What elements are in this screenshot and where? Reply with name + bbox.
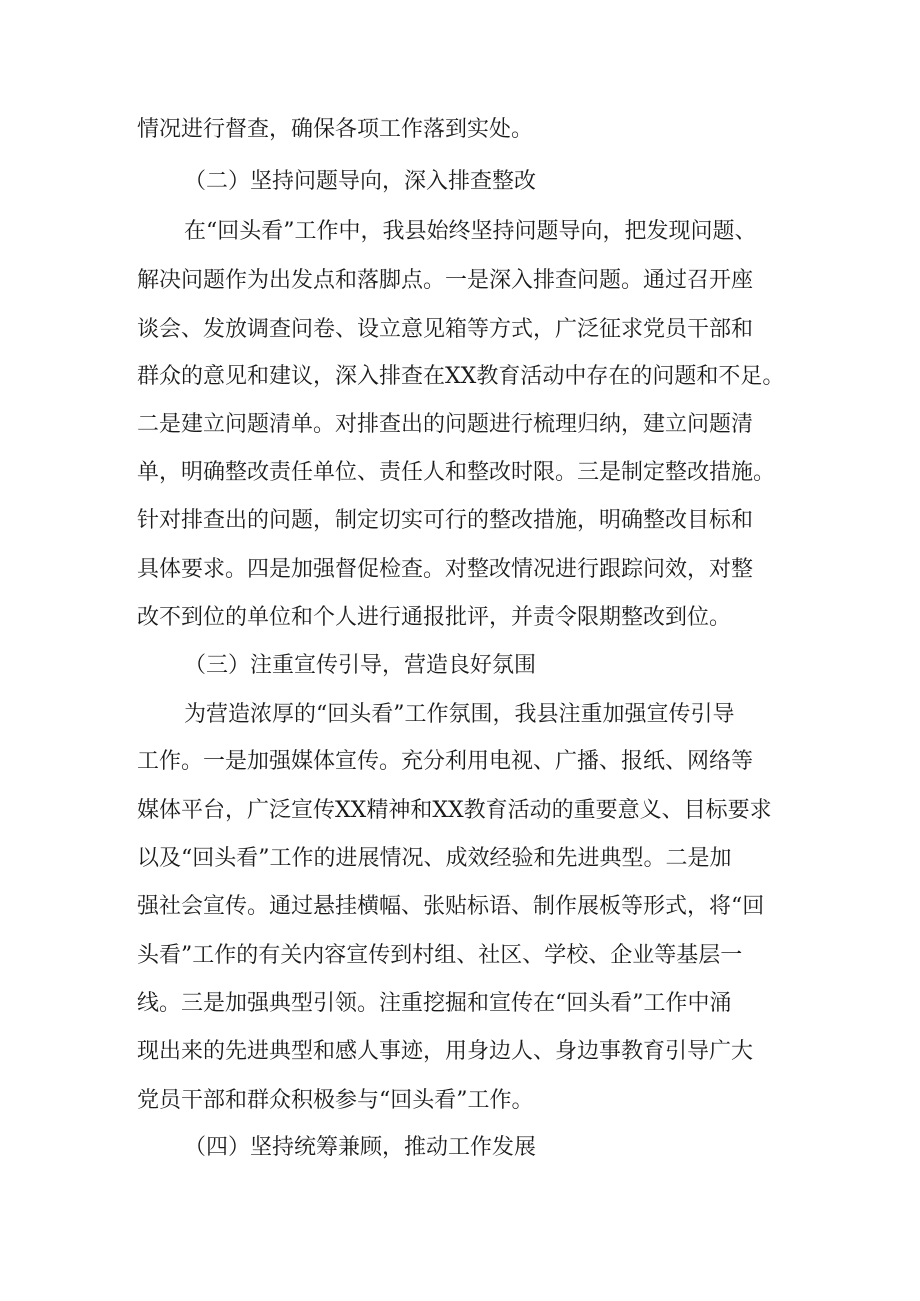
body-text-line: 工作。一是加强媒体宣传。充分利用电视、广播、报纸、网络等 xyxy=(137,749,754,774)
body-text-line: 头看”工作的有关内容宣传到村组、社区、学校、企业等基层一 xyxy=(137,943,743,968)
body-text-line: 强社会宣传。通过悬挂横幅、张贴标语、制作展板等形式，将“回 xyxy=(137,894,765,919)
body-text-line: 改不到位的单位和个人进行通报批评，并责令限期整改到位。 xyxy=(137,605,732,630)
body-text-line: 现出来的先进典型和感人事迹，用身边人、身边事教育引导广大 xyxy=(137,1039,754,1064)
body-text-line: 谈会、发放调查问卷、设立意见箱等方式，广泛征求党员干部和 xyxy=(137,317,754,342)
section-heading: （二）坚持问题导向，深入排查整改 xyxy=(184,169,537,194)
body-text-line: 为营造浓厚的“回头看”工作氛围，我县注重加强宣传引导 xyxy=(184,702,735,727)
body-text-line: 线。三是加强典型引领。注重挖掘和宣传在“回头看”工作中涌 xyxy=(137,991,732,1016)
body-text-line: 群众的意见和建议，深入排查在XX教育活动中存在的问题和不足。 xyxy=(137,364,785,389)
section-heading: （四）坚持统筹兼顾，推动工作发展 xyxy=(184,1135,537,1160)
body-text-line: 单，明确整改责任单位、责任人和整改时限。三是制定整改措施。 xyxy=(137,460,776,485)
body-text-line: 具体要求。四是加强督促检查。对整改情况进行跟踪问效，对整 xyxy=(137,557,754,582)
section-heading: （三）注重宣传引导，营造良好氛围 xyxy=(184,653,537,678)
body-text-line: 情况进行督查，确保各项工作落到实处。 xyxy=(137,117,534,142)
body-text-line: 党员干部和群众积极参与“回头看”工作。 xyxy=(137,1088,534,1113)
body-text-line: 针对排查出的问题，制定切实可行的整改措施，明确整改目标和 xyxy=(137,508,754,533)
body-text-line: 在“回头看”工作中，我县始终坚持问题导向，把发现问题、 xyxy=(184,219,757,244)
body-text-line: 解决问题作为出发点和落脚点。一是深入排查问题。通过召开座 xyxy=(137,268,754,293)
body-text-line: 以及“回头看”工作的进展情况、成效经验和先进典型。二是加 xyxy=(137,846,732,871)
body-text-line: 二是建立问题清单。对排查出的问题进行梳理归纳，建立问题清 xyxy=(137,412,754,437)
body-text-line: 媒体平台，广泛宣传XX精神和XX教育活动的重要意义、目标要求 xyxy=(137,798,772,823)
